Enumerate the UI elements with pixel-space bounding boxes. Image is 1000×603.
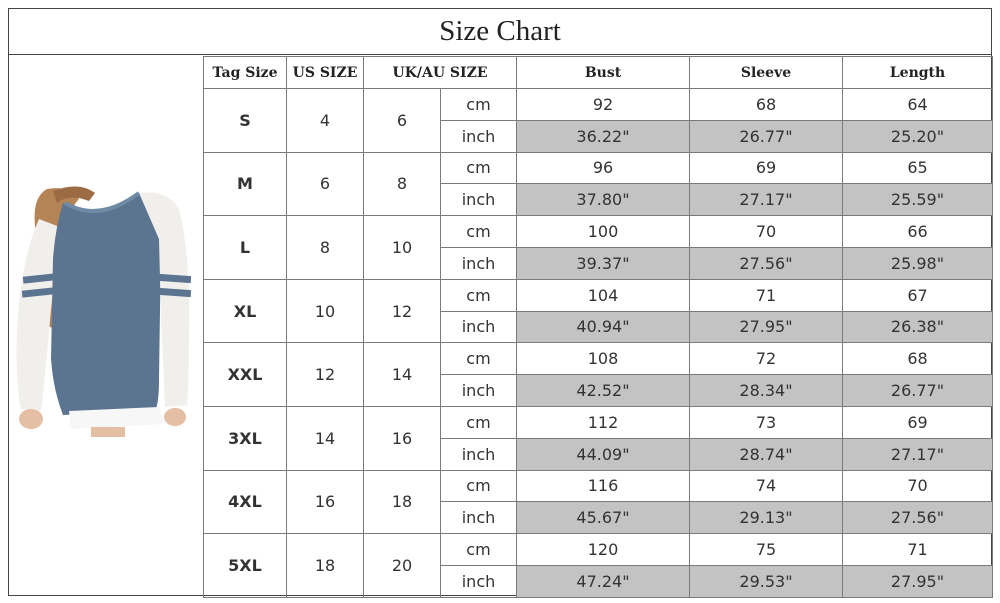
- length-cm: 64: [843, 89, 993, 121]
- sleeve-inch: 29.13": [690, 502, 843, 534]
- uk-size-cell: 14: [364, 343, 441, 407]
- unit-inch: inch: [441, 184, 517, 216]
- length-inch: 26.77": [843, 375, 993, 407]
- sleeve-cm: 71: [690, 279, 843, 311]
- us-size-cell: 14: [287, 406, 364, 470]
- chart-title: Size Chart: [9, 9, 991, 55]
- header-bust: Bust: [517, 57, 690, 89]
- unit-cm: cm: [441, 470, 517, 502]
- bust-cm: 112: [517, 406, 690, 438]
- size-chart: [8, 8, 992, 596]
- length-inch: 25.20": [843, 120, 993, 152]
- sleeve-inch: 27.56": [690, 247, 843, 279]
- us-size-cell: 18: [287, 534, 364, 598]
- sleeve-inch: 28.74": [690, 438, 843, 470]
- table-row: [204, 470, 993, 502]
- bust-inch: 39.37": [517, 247, 690, 279]
- bust-cm: 116: [517, 470, 690, 502]
- tag-size-cell: XL: [204, 279, 287, 343]
- unit-inch: inch: [441, 438, 517, 470]
- us-size-cell: 8: [287, 216, 364, 280]
- unit-cm: cm: [441, 534, 517, 566]
- unit-inch: inch: [441, 502, 517, 534]
- unit-cm: cm: [441, 406, 517, 438]
- sleeve-inch: 27.17": [690, 184, 843, 216]
- sleeve-inch: 29.53": [690, 565, 843, 597]
- sleeve-cm: 75: [690, 534, 843, 566]
- unit-cm: cm: [441, 216, 517, 248]
- table-row: [204, 216, 993, 248]
- length-cm: 70: [843, 470, 993, 502]
- header-sleeve: Sleeve: [690, 57, 843, 89]
- tag-size-cell: 3XL: [204, 406, 287, 470]
- header-us-size: US SIZE: [287, 57, 364, 89]
- header-tag-size: Tag Size: [204, 57, 287, 89]
- sleeve-cm: 73: [690, 406, 843, 438]
- unit-cm: cm: [441, 343, 517, 375]
- length-inch: 27.17": [843, 438, 993, 470]
- bust-cm: 96: [517, 152, 690, 184]
- length-cm: 69: [843, 406, 993, 438]
- bust-cm: 100: [517, 216, 690, 248]
- table-row: [204, 534, 993, 566]
- bust-cm: 92: [517, 89, 690, 121]
- unit-cm: cm: [441, 152, 517, 184]
- bust-inch: 42.52": [517, 375, 690, 407]
- table-row: [204, 89, 993, 121]
- length-inch: 25.98": [843, 247, 993, 279]
- us-size-cell: 6: [287, 152, 364, 216]
- bust-inch: 45.67": [517, 502, 690, 534]
- unit-inch: inch: [441, 120, 517, 152]
- length-inch: 27.56": [843, 502, 993, 534]
- length-cm: 66: [843, 216, 993, 248]
- bust-cm: 104: [517, 279, 690, 311]
- sleeve-cm: 70: [690, 216, 843, 248]
- size-table: [203, 56, 993, 598]
- length-cm: 65: [843, 152, 993, 184]
- bust-inch: 36.22": [517, 120, 690, 152]
- unit-cm: cm: [441, 279, 517, 311]
- us-size-cell: 12: [287, 343, 364, 407]
- sleeve-inch: 26.77": [690, 120, 843, 152]
- table-row: [204, 343, 993, 375]
- sleeve-cm: 69: [690, 152, 843, 184]
- uk-size-cell: 18: [364, 470, 441, 534]
- table-row: [204, 279, 993, 311]
- table-row: [204, 406, 993, 438]
- table-row: [204, 152, 993, 184]
- unit-inch: inch: [441, 565, 517, 597]
- tag-size-cell: L: [204, 216, 287, 280]
- tag-size-cell: S: [204, 89, 287, 153]
- bust-cm: 120: [517, 534, 690, 566]
- length-cm: 68: [843, 343, 993, 375]
- header-row: [204, 57, 993, 89]
- unit-inch: inch: [441, 247, 517, 279]
- us-size-cell: 4: [287, 89, 364, 153]
- sleeve-inch: 28.34": [690, 375, 843, 407]
- uk-size-cell: 6: [364, 89, 441, 153]
- header-length: Length: [843, 57, 993, 89]
- length-cm: 71: [843, 534, 993, 566]
- bust-inch: 47.24": [517, 565, 690, 597]
- header-uk-au-size: UK/AU SIZE: [364, 57, 517, 89]
- shirt-illustration: [9, 179, 195, 437]
- sleeve-cm: 68: [690, 89, 843, 121]
- tag-size-cell: XXL: [204, 343, 287, 407]
- uk-size-cell: 16: [364, 406, 441, 470]
- tag-size-cell: M: [204, 152, 287, 216]
- sleeve-cm: 74: [690, 470, 843, 502]
- tag-size-cell: 4XL: [204, 470, 287, 534]
- length-cm: 67: [843, 279, 993, 311]
- uk-size-cell: 10: [364, 216, 441, 280]
- bust-inch: 40.94": [517, 311, 690, 343]
- sleeve-cm: 72: [690, 343, 843, 375]
- length-inch: 26.38": [843, 311, 993, 343]
- bust-inch: 44.09": [517, 438, 690, 470]
- us-size-cell: 16: [287, 470, 364, 534]
- us-size-cell: 10: [287, 279, 364, 343]
- length-inch: 27.95": [843, 565, 993, 597]
- bust-cm: 108: [517, 343, 690, 375]
- length-inch: 25.59": [843, 184, 993, 216]
- tag-size-cell: 5XL: [204, 534, 287, 598]
- unit-inch: inch: [441, 311, 517, 343]
- uk-size-cell: 20: [364, 534, 441, 598]
- uk-size-cell: 8: [364, 152, 441, 216]
- uk-size-cell: 12: [364, 279, 441, 343]
- sleeve-inch: 27.95": [690, 311, 843, 343]
- bust-inch: 37.80": [517, 184, 690, 216]
- unit-inch: inch: [441, 375, 517, 407]
- product-photo: [9, 179, 195, 437]
- unit-cm: cm: [441, 89, 517, 121]
